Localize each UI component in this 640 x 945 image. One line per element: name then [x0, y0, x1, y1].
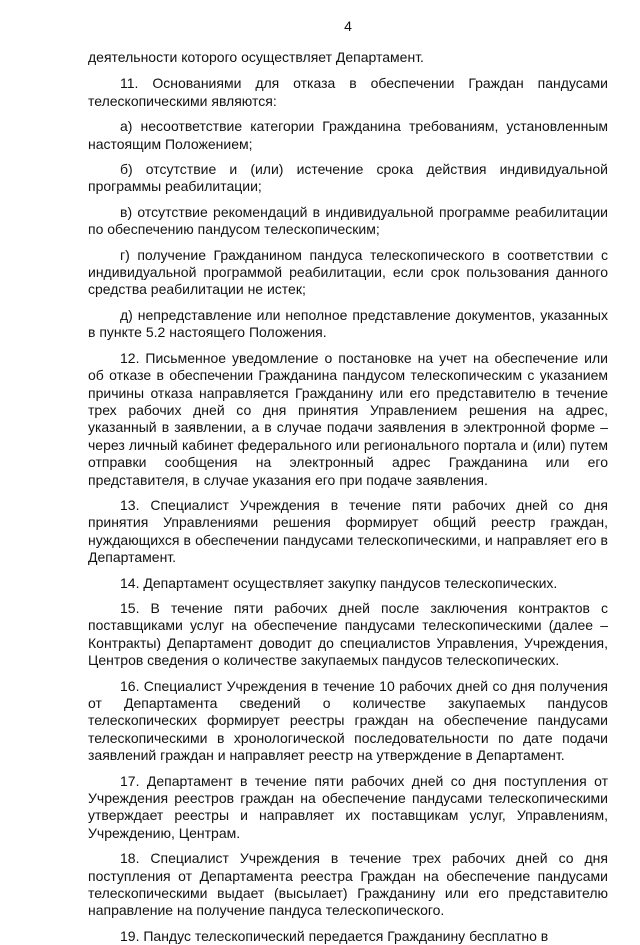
paragraph-clause-17: 17. Департамент в течение пяти рабочих дней со дня поступления от Учреждения реестров граждан на обеспечение пандусами телескопическими утверждает реестры и направляет их поставщикам услуг, Управлениям, Учреждению, Центрам. — [88, 772, 608, 841]
paragraph-clause-15: 15. В течение пяти рабочих дней после заключения контрактов с поставщиками услуг на обеспечение пандусами телескопическими (далее – Контракты) Департамент доводит до специалистов Управления, Учреждения, Центров сведения о количестве закупаемых пандусов телескопических. — [88, 599, 608, 669]
paragraph-item-b: б) отсутствие и (или) истечение срока действия индивидуальной программы реабилитации; — [88, 161, 608, 195]
paragraph-item-d: д) непредставление или неполное представление документов, указанных в пункте 5.2 настоящего Положения. — [88, 306, 608, 341]
paragraph-clause-16: 16. Специалист Учреждения в течение 10 рабочих дней со дня получения от Департамента сведений о количестве закупаемых пандусов телескопических формирует реестры граждан на обеспечение пандусами телескопическими в хронологической последовательности по дате подачи заявлений граждан и направляет реестр на утверждение в Департамент. — [88, 677, 608, 764]
paragraph-clause-14: 14. Департамент осуществляет закупку пандусов телескопических. — [120, 574, 558, 591]
paragraph-clause-12: 12. Письменное уведомление о постановке на учет на обеспечение или об отказе в обеспечении Гражданина пандусом телескопическим с указанием причины отказа направляется Гражданину или его представителю в течение трех рабочих дней со дня принятия Управлением решения на адрес, указанный в заявлении, а в случае подачи заявления в электронной форме – через личный кабинет федерального или регионального портала и (или) путем отправки сообщения на электронный адрес Гражданина или его представителя, в случае указания его при подаче заявления. — [88, 349, 608, 488]
paragraph-clause-19: 19. Пандус телескопический передается Гражданину бесплатно в — [120, 927, 549, 944]
paragraph-clause-11: 11. Основаниями для отказа в обеспечении Граждан пандусами телескопическими являются: — [88, 75, 608, 109]
page-number: 4 — [344, 18, 352, 34]
paragraph-clause-13: 13. Специалист Учреждения в течение пяти рабочих дней со дня принятия Управлениями решения формирует общий реестр граждан, нуждающихся в обеспечении пандусами телескопическими, и направляет его в Департамент. — [88, 496, 608, 566]
paragraph-item-a: а) несоответствие категории Гражданина требованиям, установленным настоящим Положением; — [88, 118, 608, 152]
paragraph-item-v: в) отсутствие рекомендаций в индивидуальной программе реабилитации по обеспечению пандусом телескопическим; — [88, 203, 608, 238]
paragraph-clause-18: 18. Специалист Учреждения в течение трех рабочих дней со дня поступления от Департамента реестра Граждан на обеспечение пандусами телескопическими выдает (высылает) Гражданину или его представителю направление на получение пандуса телескопического. — [88, 850, 608, 919]
paragraph-item-g: г) получение Гражданином пандуса телескопического в соответствии с индивидуальной программой реабилитации, если срок пользования данного средства реабилитации не истек; — [88, 246, 608, 298]
paragraph-continuation: деятельности которого осуществляет Департамент. — [88, 49, 424, 65]
